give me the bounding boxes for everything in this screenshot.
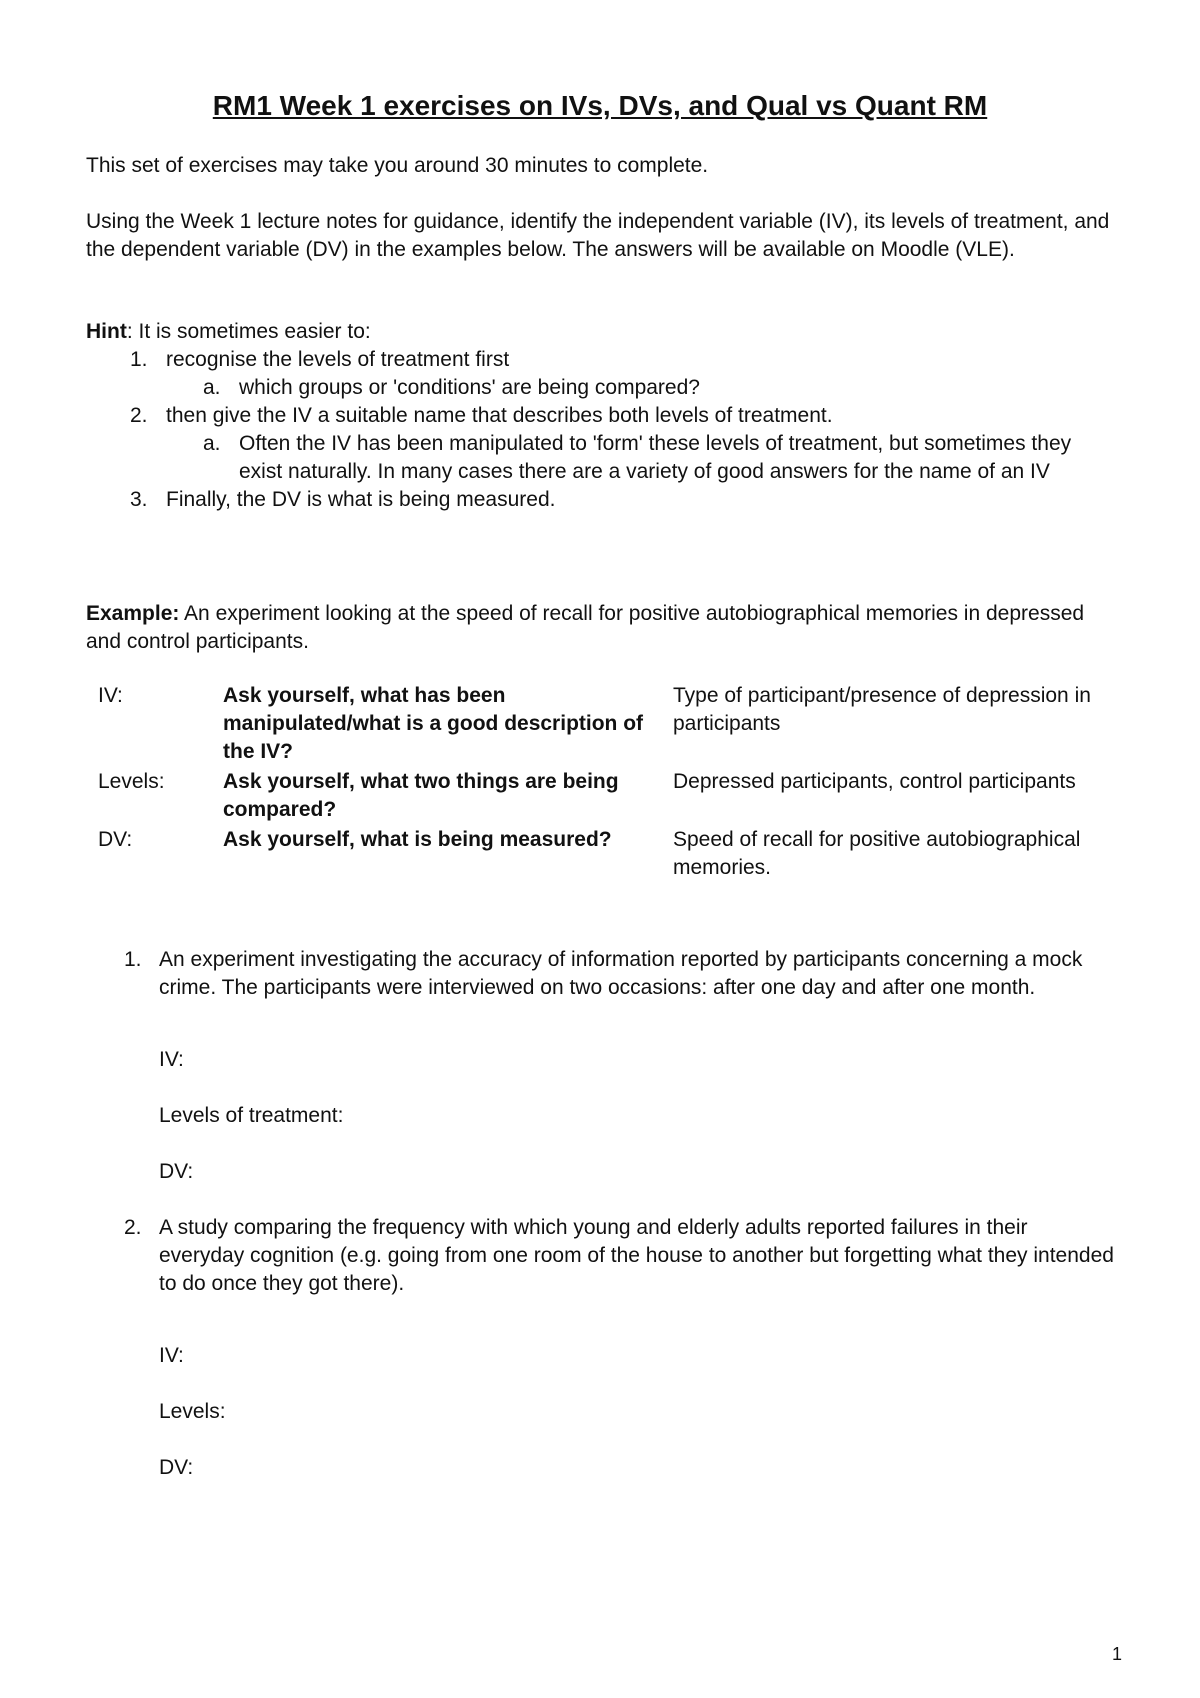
example-label: Example: [86, 602, 180, 625]
hint-substep-label: a. [203, 432, 221, 455]
hint-section [86, 318, 1116, 514]
hint-step-number: 2. [130, 404, 148, 427]
answer-field-iv[interactable]: IV: [159, 1048, 184, 1071]
example-row-dv [98, 826, 1113, 884]
hint-substep-label: a. [203, 376, 221, 399]
example-paragraph [86, 600, 1116, 656]
answer-field-dv[interactable]: DV: [159, 1456, 194, 1479]
exercise-text: A study comparing the frequency with which young and elderly adults reported failures in their everyday cognition (e.g. going from one room of the house to another but forgetting what they intended to do once they got there). [159, 1216, 1114, 1295]
example-row-answer: Type of participant/presence of depression in participants [673, 684, 1091, 735]
answer-field-iv[interactable]: IV: [159, 1344, 184, 1367]
intro-text: This set of exercises may take you around 30 minutes to complete. [86, 154, 709, 177]
hint-text: : It is sometimes easier to: [126, 320, 371, 343]
hint-substep-text: Often the IV has been manipulated to 'form' these levels of treatment, but sometimes they exist naturally. In many cases there are a variety of good answers for the name of an IV [239, 432, 1072, 483]
exercise-2 [86, 1214, 1116, 1482]
example-row-answer: Speed of recall for positive autobiographical memories. [673, 828, 1081, 879]
example-table [98, 682, 1113, 884]
answer-fields [159, 1342, 1116, 1482]
hint-step-text: then give the IV a suitable name that describes both levels of treatment. [166, 404, 833, 427]
exercise-number: 2. [124, 1216, 142, 1239]
example-row-prompt: Ask yourself, what is being measured? [223, 828, 612, 851]
hint-steps-list [86, 346, 1116, 514]
page-number: 1 [1112, 1644, 1123, 1664]
example-row-answer: Depressed participants, control participants [673, 770, 1076, 793]
hint-substep [86, 430, 1116, 486]
hint-intro [86, 318, 1116, 346]
hint-step [86, 486, 1116, 514]
answer-field-levels[interactable]: Levels of treatment: [159, 1104, 344, 1127]
example-text: An experiment looking at the speed of recall for positive autobiographical memories in depressed and control participants. [86, 602, 1085, 653]
answer-field-dv[interactable]: DV: [159, 1160, 194, 1183]
hint-substep [86, 374, 1116, 402]
hint-substep-text: which groups or 'conditions' are being compared? [239, 376, 700, 399]
example-row-iv [98, 682, 1113, 768]
exercise-number: 1. [124, 948, 142, 971]
hint-label: Hint [86, 320, 127, 343]
hint-step-text: recognise the levels of treatment first [166, 348, 510, 371]
page-title: RM1 Week 1 exercises on IVs, DVs, and Qual vs Quant RM [212, 90, 988, 121]
example-row-prompt: Ask yourself, what two things are being compared? [223, 770, 619, 821]
hint-step-text: Finally, the DV is what is being measured. [166, 488, 556, 511]
example-row-label: Levels: [98, 770, 165, 793]
answer-fields [159, 1046, 1116, 1186]
example-row-levels [98, 768, 1113, 826]
instructions-text: Using the Week 1 lecture notes for guidance, identify the independent variable (IV), its levels of treatment, and the dependent variable (DV) in the examples below. The answers will be available on Moodle (VLE). [86, 210, 1110, 261]
exercise-1 [86, 946, 1116, 1186]
hint-step [86, 346, 1116, 402]
hint-step-number: 1. [130, 348, 148, 371]
example-row-label: DV: [98, 828, 133, 851]
exercises-list [86, 946, 1116, 1510]
exercise-text: An experiment investigating the accuracy of information reported by participants concerning a mock crime. The participants were interviewed on two occasions: after one day and after one month. [159, 948, 1083, 999]
hint-step [86, 402, 1116, 486]
hint-step-number: 3. [130, 488, 148, 511]
answer-field-levels[interactable]: Levels: [159, 1400, 226, 1423]
example-row-prompt: Ask yourself, what has been manipulated/what is a good description of the IV? [223, 684, 644, 763]
example-row-label: IV: [98, 684, 123, 707]
